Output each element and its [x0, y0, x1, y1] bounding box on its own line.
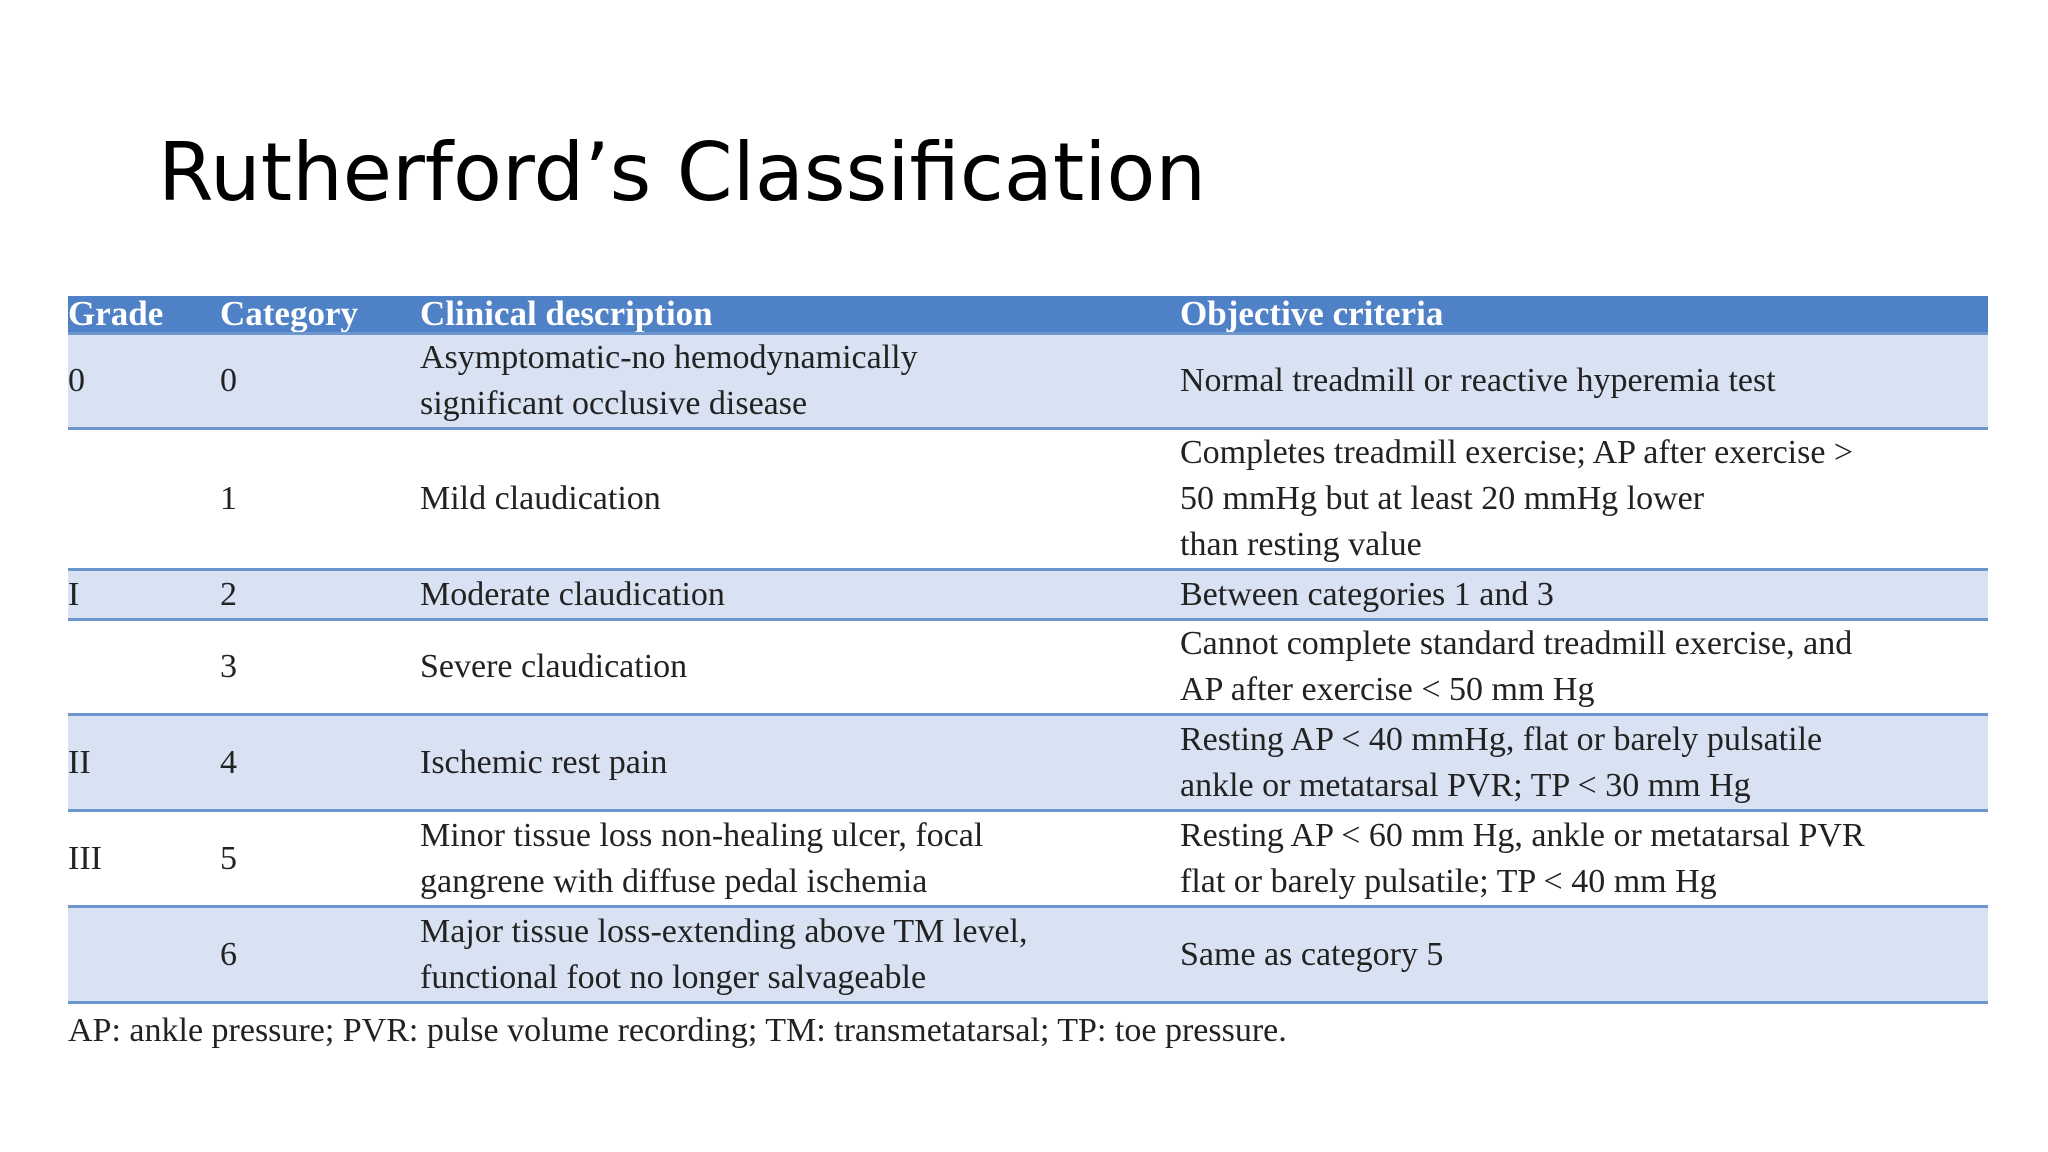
clinical-line: Ischemic rest pain — [420, 743, 668, 781]
objective-line: ankle or metatarsal PVR; TP < 30 mm Hg — [1180, 766, 1751, 804]
table-footnote: AP: ankle pressure; PVR: pulse volume recording; TM: transmetatarsal; TP: toe pressure. — [68, 1012, 1287, 1049]
objective-line: Resting AP < 40 mmHg, flat or barely pulsatile — [1180, 720, 1823, 758]
table-row — [68, 907, 1988, 1003]
clinical-line: gangrene with diffuse pedal ischemia — [420, 862, 928, 900]
classification-table — [68, 296, 1988, 1004]
clinical-description-cell — [420, 907, 1180, 1003]
objective-line: Cannot complete standard treadmill exercise, and — [1180, 625, 1853, 662]
clinical-description-cell — [420, 620, 1180, 715]
objective-line: 50 mmHg but at least 20 mmHg lower — [1180, 480, 1705, 517]
objective-line: Completes treadmill exercise; AP after exercise > — [1180, 434, 1854, 471]
category-cell: 5 — [220, 811, 420, 907]
objective-criteria-cell — [1180, 429, 1988, 570]
clinical-line: Major tissue loss-extending above TM level, — [420, 912, 1028, 950]
table-row — [68, 715, 1988, 811]
category-cell: 2 — [220, 570, 420, 620]
clinical-line: Moderate claudication — [420, 575, 725, 613]
objective-criteria-cell — [1180, 715, 1988, 811]
category-cell: 0 — [220, 334, 420, 429]
grade-cell: 0 — [68, 334, 220, 429]
objective-line: flat or barely pulsatile; TP < 40 mm Hg — [1180, 862, 1717, 900]
grade-cell: III — [68, 811, 220, 907]
category-cell: 6 — [220, 907, 420, 1003]
header-objective-criteria: Objective criteria — [1180, 296, 1444, 333]
objective-criteria-cell — [1180, 570, 1988, 620]
table-header-row — [68, 296, 1988, 334]
table-row — [68, 334, 1988, 429]
category-cell: 1 — [220, 429, 420, 570]
objective-criteria-cell — [1180, 907, 1988, 1003]
table-row — [68, 429, 1988, 570]
clinical-line: Minor tissue loss non-healing ulcer, focal — [420, 816, 984, 854]
clinical-line: significant occlusive disease — [420, 385, 808, 422]
objective-criteria-cell — [1180, 334, 1988, 429]
header-category: Category — [220, 296, 359, 333]
slide-title: Rutherford’s Classification — [158, 126, 1207, 219]
grade-cell — [68, 907, 220, 1003]
classification-table-figure — [68, 296, 1988, 1054]
header-clinical-description: Clinical description — [420, 296, 713, 333]
category-cell: 4 — [220, 715, 420, 811]
objective-line: Resting AP < 60 mm Hg, ankle or metatarsal PVR — [1180, 816, 1865, 854]
clinical-description-cell — [420, 334, 1180, 429]
clinical-description-cell — [420, 570, 1180, 620]
objective-line: Normal treadmill or reactive hyperemia test — [1180, 362, 1776, 399]
header-grade: Grade — [68, 296, 164, 333]
clinical-line: functional foot no longer salvageable — [420, 958, 927, 996]
objective-line: than resting value — [1180, 526, 1422, 563]
objective-line: Between categories 1 and 3 — [1180, 575, 1554, 613]
clinical-description-cell — [420, 811, 1180, 907]
clinical-description-cell — [420, 715, 1180, 811]
category-cell: 3 — [220, 620, 420, 715]
objective-line: Same as category 5 — [1180, 935, 1444, 973]
objective-criteria-cell — [1180, 620, 1988, 715]
grade-cell: I — [68, 570, 220, 620]
clinical-line: Asymptomatic-no hemodynamically — [420, 339, 918, 376]
clinical-line: Mild claudication — [420, 480, 661, 517]
grade-cell: II — [68, 715, 220, 811]
clinical-description-cell — [420, 429, 1180, 570]
grade-cell — [68, 620, 220, 715]
grade-cell — [68, 429, 220, 570]
clinical-line: Severe claudication — [420, 648, 688, 685]
table-row — [68, 811, 1988, 907]
table-row — [68, 570, 1988, 620]
objective-criteria-cell — [1180, 811, 1988, 907]
table-row — [68, 620, 1988, 715]
objective-line: AP after exercise < 50 mm Hg — [1180, 671, 1595, 708]
